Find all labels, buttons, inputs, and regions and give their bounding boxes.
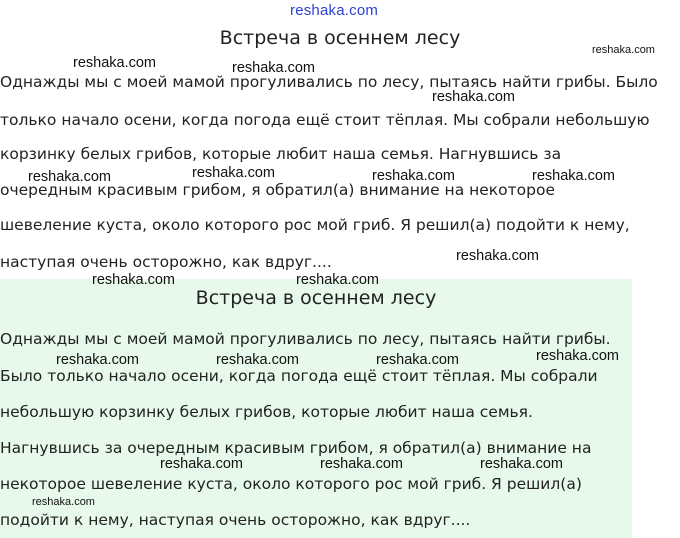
watermark: reshaka.com xyxy=(56,352,140,368)
paragraph-line: очередным красивым грибом, я обратил(а) внимание на некоторое xyxy=(0,181,556,199)
watermark: reshaka.com xyxy=(28,169,112,185)
watermark: reshaka.com xyxy=(296,272,380,288)
paragraph-line: Однажды мы с моей мамой прогуливались по лесу, пытаясь найти грибы. xyxy=(0,330,611,348)
paragraph-line: небольшую корзинку белых грибов, которые любит наша семья. xyxy=(0,403,533,421)
watermark: reshaka.com xyxy=(92,272,176,288)
watermark: reshaka.com xyxy=(376,352,460,368)
paragraph-line: Было только начало осени, когда погода ещё стоит тёплая. Мы собрали xyxy=(0,367,598,385)
watermark: reshaka.com xyxy=(456,248,540,264)
paragraph-line: корзинку белых грибов, которые любит наша семья. Нагнувшись за xyxy=(0,145,562,163)
paragraph-line: шевеление куста, около которого рос мой гриб. Я решил(а) подойти к нему, xyxy=(0,216,630,234)
paragraph-line: некоторое шевеление куста, около которого рос мой гриб. Я решил(а) xyxy=(0,475,582,493)
paragraph-line: Нагнувшись за очередным красивым грибом, я обратил(а) внимание на xyxy=(0,439,592,457)
watermark: reshaka.com xyxy=(432,89,516,105)
watermark: reshaka.com xyxy=(73,55,157,71)
watermark: reshaka.com xyxy=(532,168,616,184)
watermark: reshaka.com xyxy=(536,348,620,364)
section-title: Встреча в осеннем лесу xyxy=(195,287,437,309)
watermark: reshaka.com xyxy=(160,456,244,472)
site-logo[interactable]: reshaka.com xyxy=(290,2,379,19)
watermark: reshaka.com xyxy=(232,60,316,76)
watermark: reshaka.com xyxy=(592,44,655,56)
paragraph-line: подойти к нему, наступая очень осторожно, как вдруг.... xyxy=(0,511,471,529)
watermark: reshaka.com xyxy=(32,496,95,508)
page-title: Встреча в осеннем лесу xyxy=(219,27,461,49)
paragraph-line: только начало осени, когда погода ещё стоит тёплая. Мы собрали небольшую xyxy=(0,111,650,129)
paragraph-line: Однажды мы с моей мамой прогуливались по лесу, пытаясь найти грибы. Было xyxy=(0,73,658,91)
watermark: reshaka.com xyxy=(216,352,300,368)
watermark: reshaka.com xyxy=(372,168,456,184)
watermark: reshaka.com xyxy=(320,456,404,472)
paragraph-line: наступая очень осторожно, как вдруг.... xyxy=(0,253,332,271)
watermark: reshaka.com xyxy=(480,456,564,472)
watermark: reshaka.com xyxy=(192,165,276,181)
